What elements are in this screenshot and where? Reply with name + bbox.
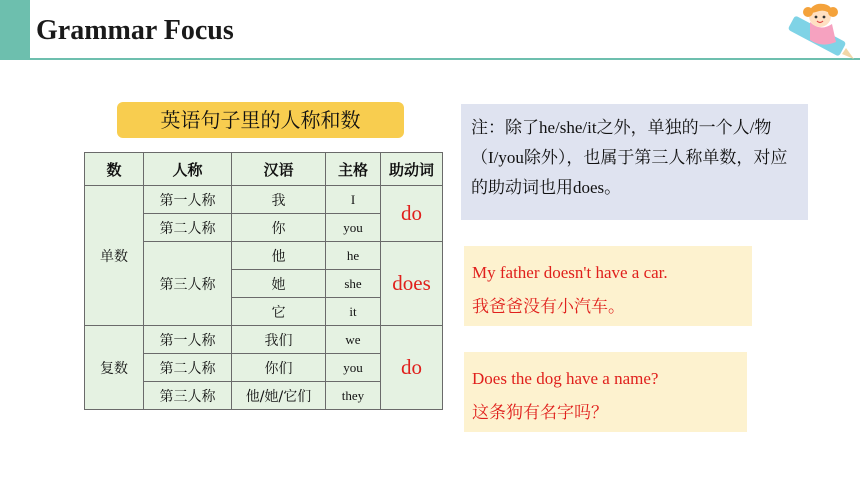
aux-do-plural: do: [381, 326, 443, 410]
person-cell: 第二人称: [144, 214, 232, 242]
chinese-cell: 他: [232, 242, 326, 270]
subject-cell: you: [326, 214, 381, 242]
chinese-cell: 他/她/它们: [232, 382, 326, 410]
header-auxiliary: 助动词: [381, 153, 443, 186]
plural-label: 复数: [85, 326, 144, 410]
header-chinese: 汉语: [232, 153, 326, 186]
aux-does: does: [381, 242, 443, 326]
header-person: 人称: [144, 153, 232, 186]
chinese-cell: 它: [232, 298, 326, 326]
note-box: 注：除了he/she/it之外，单独的一个人/物（I/you除外），也属于第三人称单数，对应的助动词也用does。: [461, 104, 808, 220]
subject-cell: it: [326, 298, 381, 326]
person-cell: 第三人称: [144, 382, 232, 410]
table-header-row: [85, 153, 443, 186]
example-chinese: 这条狗有名字吗？: [472, 403, 608, 422]
person-cell: 第一人称: [144, 186, 232, 214]
chinese-cell: 我们: [232, 326, 326, 354]
example-english: Does the dog have a name?: [472, 369, 659, 388]
subject-cell: I: [326, 186, 381, 214]
chinese-cell: 她: [232, 270, 326, 298]
subject-cell: we: [326, 326, 381, 354]
example-box-1: [464, 246, 752, 326]
page-title: Grammar Focus: [36, 15, 234, 46]
section-badge: 英语句子里的人称和数: [117, 102, 404, 138]
example-box-2: [464, 352, 747, 432]
person-cell: 第一人称: [144, 326, 232, 354]
chinese-cell: 我: [232, 186, 326, 214]
person-cell: 第三人称: [144, 242, 232, 326]
header-number: 数: [85, 153, 144, 186]
person-cell: 第二人称: [144, 354, 232, 382]
subject-cell: she: [326, 270, 381, 298]
pencil-girl-mascot-icon: [780, 2, 858, 60]
aux-do-singular: do: [381, 186, 443, 242]
table-row: [85, 186, 443, 214]
accent-bar: [0, 0, 30, 60]
table-row: [85, 326, 443, 354]
header: [30, 0, 860, 60]
subject-cell: he: [326, 242, 381, 270]
example-chinese: 我爸爸没有小汽车。: [472, 297, 625, 316]
subject-cell: they: [326, 382, 381, 410]
subject-cell: you: [326, 354, 381, 382]
person-number-table: [84, 152, 443, 410]
header-subject: 主格: [326, 153, 381, 186]
singular-label: 单数: [85, 186, 144, 326]
example-english: My father doesn't have a car.: [472, 263, 668, 282]
chinese-cell: 你: [232, 214, 326, 242]
chinese-cell: 你们: [232, 354, 326, 382]
